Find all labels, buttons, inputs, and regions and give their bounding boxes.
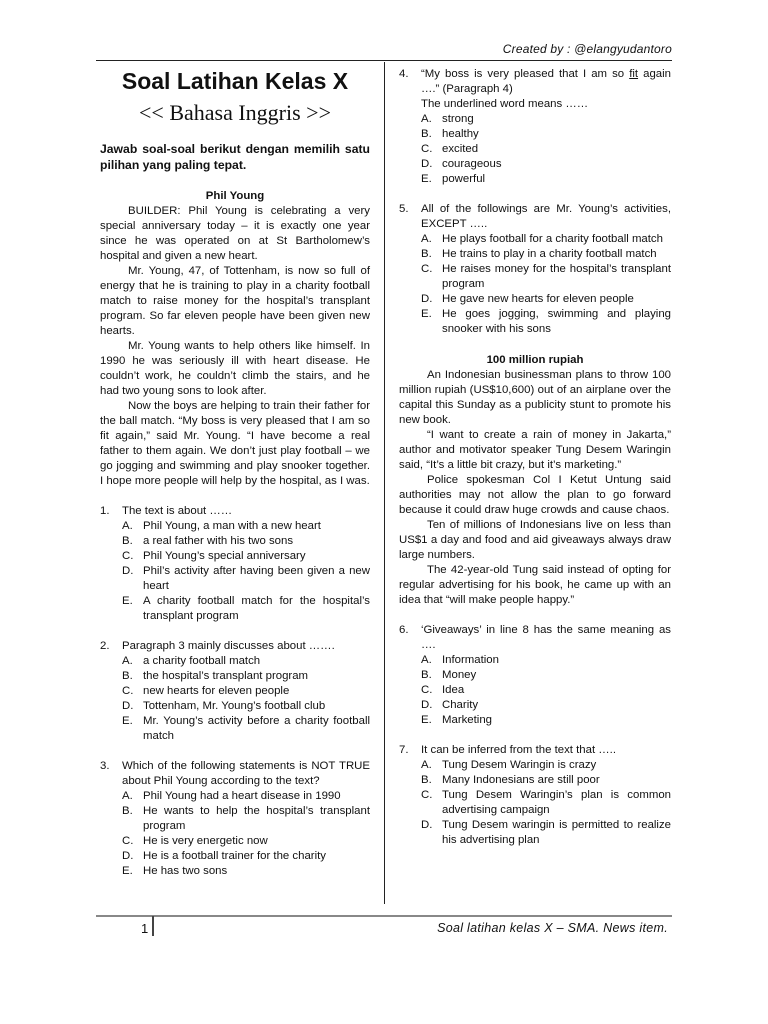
option-text: He is very energetic now bbox=[143, 835, 268, 847]
answer-option bbox=[421, 773, 671, 788]
answer-option bbox=[122, 654, 370, 669]
option-letter: C. bbox=[421, 789, 433, 801]
option-text: He has two sons bbox=[143, 865, 228, 877]
option-text: Tung Desem Waringin is crazy bbox=[442, 759, 597, 771]
option-text: Phil’s activity after having been given a new heart bbox=[143, 565, 370, 592]
option-text: He trains to play in a charity football match bbox=[442, 248, 657, 260]
option-letter: C. bbox=[122, 835, 134, 847]
option-text: powerful bbox=[442, 173, 486, 185]
option-letter: B. bbox=[421, 128, 432, 140]
answer-option bbox=[122, 684, 370, 699]
answer-option bbox=[421, 698, 671, 713]
option-letter: B. bbox=[122, 670, 133, 682]
answer-option bbox=[122, 549, 370, 564]
option-letter: A. bbox=[421, 113, 432, 125]
option-letter: D. bbox=[421, 819, 433, 831]
option-text: A charity football match for the hospital’s transplant program bbox=[143, 595, 370, 622]
answer-option bbox=[421, 713, 671, 728]
story-paragraph: The 42-year-old Tung said instead of opting for regular advertising for his book, he came up with an idea that “will make people happy.” bbox=[399, 564, 671, 606]
question-text: It can be inferred from the text that ….. bbox=[421, 744, 616, 756]
option-letter: B. bbox=[421, 669, 432, 681]
answer-option bbox=[421, 818, 671, 848]
answer-option bbox=[122, 699, 370, 714]
answer-option bbox=[421, 112, 671, 127]
story-phil-young bbox=[100, 189, 370, 489]
answer-option bbox=[421, 683, 671, 698]
question-number: 6. bbox=[399, 624, 409, 636]
answer-option bbox=[421, 788, 671, 818]
option-text: excited bbox=[442, 143, 479, 155]
option-letter: E. bbox=[421, 308, 432, 320]
option-text: He plays football for a charity football match bbox=[442, 233, 663, 245]
option-letter: D. bbox=[122, 850, 134, 862]
option-letter: C. bbox=[421, 143, 433, 155]
question-number: 4. bbox=[399, 68, 409, 80]
answer-option bbox=[421, 232, 671, 247]
question bbox=[100, 504, 370, 624]
footer-rule bbox=[96, 915, 672, 917]
question bbox=[100, 759, 370, 879]
answer-option bbox=[421, 127, 671, 142]
question-text: ‘Giveaways’ in line 8 has the same meaning as …. bbox=[421, 624, 671, 651]
option-text: the hospital’s transplant program bbox=[143, 670, 309, 682]
option-letter: A. bbox=[421, 654, 432, 666]
option-letter: E. bbox=[122, 865, 133, 877]
question-text-before: “My boss is very pleased that I am so bbox=[421, 68, 630, 80]
option-text: Phil Young, a man with a new heart bbox=[143, 520, 321, 532]
column-divider bbox=[384, 62, 385, 904]
option-text: Charity bbox=[442, 699, 479, 711]
option-text: Many Indonesians are still poor bbox=[442, 774, 600, 786]
option-text: strong bbox=[442, 113, 474, 125]
option-text: healthy bbox=[442, 128, 479, 140]
option-text: He goes jogging, swimming and playing snooker with his sons bbox=[442, 308, 671, 335]
option-text: Phil Young had a heart disease in 1990 bbox=[143, 790, 341, 802]
question-text: Paragraph 3 mainly discusses about ……. bbox=[122, 640, 335, 652]
option-letter: E. bbox=[421, 173, 432, 185]
answer-option bbox=[122, 834, 370, 849]
story-paragraph: An Indonesian businessman plans to throw 100 million rupiah (US$10,600) out of an airplane over the capital this Sunday as a publicity stunt to promote his new book. bbox=[399, 369, 671, 426]
option-letter: E. bbox=[122, 595, 133, 607]
story-paragraph: Now the boys are helping to train their father for the ball match. “My boss is very pleased that I am so fit again,” said Mr. Young. “I have become a real father to them again. We don’t just play football – we go jogging and swimming and play snooker together. I hope more people will help by the hospital, as I was. bbox=[100, 400, 370, 487]
answer-option bbox=[421, 157, 671, 172]
header-credit: Created by : @elangyudantoro bbox=[502, 42, 672, 56]
story-title: 100 million rupiah bbox=[486, 354, 584, 366]
option-text: a charity football match bbox=[143, 655, 261, 667]
question-number: 1. bbox=[100, 505, 110, 517]
answer-option bbox=[122, 519, 370, 534]
option-letter: B. bbox=[421, 774, 432, 786]
question-text: All of the followings are Mr. Young’s activities, EXCEPT ….. bbox=[421, 203, 671, 230]
answer-option bbox=[122, 789, 370, 804]
option-text: Tung Desem waringin is permitted to realize his advertising plan bbox=[442, 819, 671, 846]
question-number: 5. bbox=[399, 203, 409, 215]
story-paragraph: “I want to create a rain of money in Jakarta,” author and motivator speaker Tung Desem Waringin said, “It’s a little bit crazy, but it’s marketing.” bbox=[399, 429, 671, 471]
option-text: Idea bbox=[442, 684, 465, 696]
question-number: 3. bbox=[100, 760, 110, 772]
answer-option bbox=[421, 172, 671, 187]
answer-option bbox=[122, 669, 370, 684]
option-text: a real father with his two sons bbox=[143, 535, 294, 547]
option-letter: E. bbox=[122, 715, 133, 727]
story-paragraph: Police spokesman Col I Ketut Untung said authorities may not allow the plan to go forward because it could draw huge crowds and cause chaos. bbox=[399, 474, 671, 516]
option-text: He gave new hearts for eleven people bbox=[442, 293, 634, 305]
answer-option bbox=[122, 564, 370, 594]
option-text: Information bbox=[442, 654, 499, 666]
question-number: 7. bbox=[399, 744, 409, 756]
answer-option bbox=[122, 849, 370, 864]
option-text: Phil Young’s special anniversary bbox=[143, 550, 306, 562]
option-letter: B. bbox=[122, 805, 133, 817]
answer-option bbox=[421, 262, 671, 292]
option-text: He raises money for the hospital’s transplant program bbox=[442, 263, 671, 290]
option-text: He wants to help the hospital’s transplant program bbox=[143, 805, 370, 832]
question bbox=[399, 67, 671, 187]
option-letter: D. bbox=[421, 293, 433, 305]
story-paragraph: Mr. Young, 47, of Tottenham, is now so full of energy that he is training to play in a charity football match to raise money for the hospital’s transplant program. So far eleven people have been given new hearts. bbox=[100, 265, 370, 337]
answer-option bbox=[122, 804, 370, 834]
option-letter: A. bbox=[421, 233, 432, 245]
option-letter: A. bbox=[122, 520, 133, 532]
option-letter: D. bbox=[421, 699, 433, 711]
answer-option bbox=[122, 534, 370, 549]
underlined-word: fit bbox=[629, 68, 639, 80]
story-100-million-rupiah bbox=[399, 353, 671, 608]
option-letter: B. bbox=[421, 248, 432, 260]
option-text: new hearts for eleven people bbox=[143, 685, 290, 697]
option-letter: A. bbox=[122, 655, 133, 667]
instruction: Jawab soal-soal berikut dengan memilih satu pilihan yang paling tepat. bbox=[100, 142, 370, 172]
option-letter: D. bbox=[421, 158, 433, 170]
answer-option bbox=[421, 307, 671, 337]
option-text: courageous bbox=[442, 158, 502, 170]
right-column bbox=[399, 67, 671, 848]
option-text: Money bbox=[442, 669, 477, 681]
page-title: Soal Latihan Kelas X bbox=[121, 68, 349, 94]
option-letter: C. bbox=[421, 684, 433, 696]
option-letter: D. bbox=[122, 565, 134, 577]
page-number: 1 bbox=[141, 921, 149, 936]
option-letter: C. bbox=[122, 685, 134, 697]
option-text: Tottenham, Mr. Young’s football club bbox=[143, 700, 326, 712]
story-paragraph: Mr. Young wants to help others like himself. In 1990 he was seriously ill with heart disease. He couldn’t work, he couldn’t climb the stairs, and he had two young sons to look after. bbox=[100, 340, 370, 397]
option-letter: C. bbox=[421, 263, 433, 275]
question-number: 2. bbox=[100, 640, 110, 652]
option-text: Marketing bbox=[442, 714, 493, 726]
answer-option bbox=[421, 653, 671, 668]
question-text: Which of the following statements is NOT TRUE about Phil Young according to the text? bbox=[122, 760, 370, 787]
footer-text: Soal latihan kelas X – SMA. News item. bbox=[437, 921, 668, 935]
option-letter: D. bbox=[122, 700, 134, 712]
answer-option bbox=[421, 292, 671, 307]
option-text: Tung Desem Waringin’s plan is common advertising campaign bbox=[442, 789, 671, 816]
question bbox=[399, 743, 671, 848]
question-text bbox=[421, 67, 671, 97]
question-text-after: again ….” (Paragraph 4) bbox=[421, 68, 671, 95]
story-paragraph: Ten of millions of Indonesians live on less than US$1 a day and food and aid giveaways always draw large numbers. bbox=[399, 519, 671, 561]
option-text: He is a football trainer for the charity bbox=[143, 850, 326, 862]
option-text: Mr. Young’s activity before a charity football match bbox=[143, 715, 370, 742]
option-letter: A. bbox=[122, 790, 133, 802]
option-letter: E. bbox=[421, 714, 432, 726]
header-rule bbox=[96, 60, 672, 61]
question bbox=[399, 623, 671, 728]
question bbox=[100, 639, 370, 744]
answer-option bbox=[421, 668, 671, 683]
answer-option bbox=[122, 864, 370, 879]
answer-option bbox=[421, 142, 671, 157]
answer-option bbox=[421, 247, 671, 262]
answer-option bbox=[122, 714, 370, 744]
question-text: The text is about …… bbox=[122, 505, 233, 517]
option-letter: C. bbox=[122, 550, 134, 562]
left-column bbox=[100, 66, 370, 879]
question-list bbox=[100, 504, 370, 879]
page-number-bar bbox=[152, 916, 154, 936]
question bbox=[399, 202, 671, 337]
story-paragraph: BUILDER: Phil Young is celebrating a very special anniversary today – it is exactly one year since he was operated on at St Bartholomew’s hospital and given a new heart. bbox=[100, 205, 370, 262]
answer-option bbox=[122, 594, 370, 624]
page-subtitle: << Bahasa Inggris >> bbox=[139, 100, 331, 125]
question-subtext: The underlined word means …… bbox=[421, 98, 589, 110]
option-letter: B. bbox=[122, 535, 133, 547]
option-letter: A. bbox=[421, 759, 432, 771]
answer-option bbox=[421, 758, 671, 773]
story-title: Phil Young bbox=[205, 190, 265, 202]
